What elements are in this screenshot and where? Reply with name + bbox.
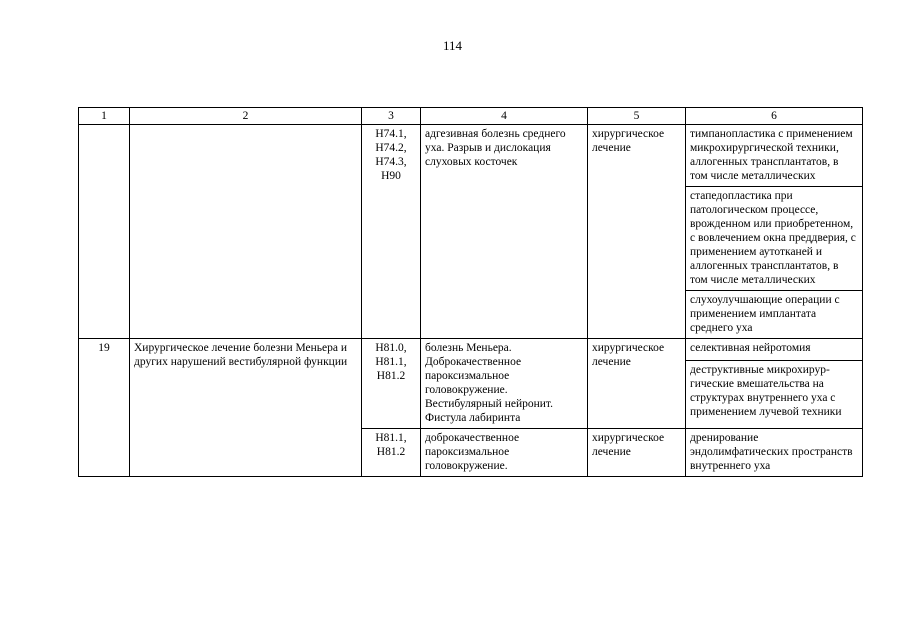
service-name-cell — [130, 125, 362, 339]
table-row — [79, 125, 863, 187]
patient-model-cell: адгезивная болезнь среднего уха. Разрыв и дислокация слуховых косточек — [421, 125, 588, 339]
service-name-cell: Хирургическое лечение болезни Меньера и других нарушений вестибулярной функции — [130, 339, 362, 477]
icd-codes-cell — [362, 429, 421, 477]
icd-codes-cell — [362, 125, 421, 339]
patient-model-cell: доброкачественное пароксизмальное головокружение. — [421, 429, 588, 477]
icd-code: H81.2 — [376, 446, 406, 458]
icd-codes-cell — [362, 339, 421, 429]
column-number: 4 — [421, 108, 588, 125]
icd-code: H74.1, — [375, 128, 407, 140]
column-number: 6 — [686, 108, 863, 125]
icd-code: H90 — [381, 170, 401, 182]
icd-code: H74.3, — [375, 156, 407, 168]
treatment-method-cell: селективная нейротомия — [686, 339, 863, 361]
icd-code: H81.0, — [375, 342, 407, 354]
icd-code: H81.2 — [376, 370, 406, 382]
treatment-type-cell: хирургическое лечение — [588, 125, 686, 339]
column-number-row — [79, 108, 863, 125]
treatment-method-cell: тимпанопластика с применением микрохирургической техники, аллогенных трансплантатов, в том числе металлических — [686, 125, 863, 187]
column-number: 5 — [588, 108, 686, 125]
row-number-cell: 19 — [79, 339, 130, 477]
column-number: 2 — [130, 108, 362, 125]
column-number: 3 — [362, 108, 421, 125]
treatment-type-cell: хирургическое лечение — [588, 429, 686, 477]
treatment-method-cell: дренирование эндолимфатических пространств внутреннего уха — [686, 429, 863, 477]
medical-care-table — [78, 107, 863, 477]
patient-model-cell: болезнь Меньера. Доброкачественное пароксизмальное головокружение. Вестибулярный нейронит. Фистула лабиринта — [421, 339, 588, 429]
row-number-cell — [79, 125, 130, 339]
icd-code: H81.1, — [375, 356, 407, 368]
treatment-type-cell: хирургическое лечение — [588, 339, 686, 429]
treatment-method-cell: деструктивные микрохирур-гические вмешательства на структурах внутреннего уха с применением лучевой техники — [686, 360, 863, 428]
treatment-method-cell: слухоулучшающие операции с применением имплантата среднего уха — [686, 291, 863, 339]
treatment-method-cell: стапедопластика при патологическом процессе, врожденном или приобретенном, с вовлечением окна преддверия, с применением аутотканей и аллогенных трансплантатов, в том числе металлических — [686, 187, 863, 291]
table-row — [79, 339, 863, 361]
page-number: 114 — [442, 38, 463, 53]
column-number: 1 — [79, 108, 130, 125]
icd-code: H81.1, — [375, 432, 407, 444]
icd-code: H74.2, — [375, 142, 407, 154]
